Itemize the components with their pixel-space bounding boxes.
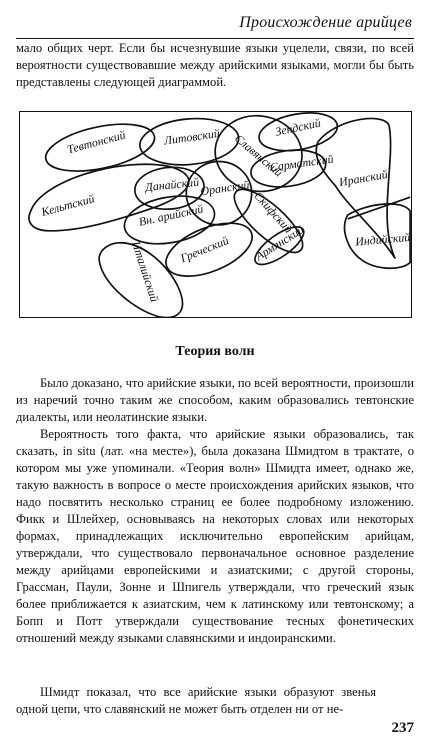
- label-indian: Индийский: [354, 229, 411, 249]
- line-iranian-indian: [348, 197, 410, 219]
- label-greek: Греческий: [178, 233, 231, 266]
- label-scythian: Скифский: [251, 188, 296, 236]
- label-avestan: Зендский: [274, 115, 322, 139]
- label-teutonic: Тевтонский: [65, 127, 127, 157]
- header-rule: [16, 38, 414, 39]
- diagram-svg: [20, 112, 411, 317]
- paragraph-2: Вероятность того факта, что арийские языки образовались, так сказать, in situ (лат. «на месте»), была доказана Шмидтом в трактате, о котором мы уже упоминали. «Теория волн» Шмидта имеет, однако же, такую важность в вопросе о месте происхождения арийских языков, что надо посвятить несколько страниц ее более подробному изложению. Фикк и Шлейхер, основываясь на некоторых словах или некоторых формах, принадлежащих исключительно европейским арийцам, утверждали, что существовало первоначальное основное разделение между арийцами европейскими и азиатскими; с другой стороны, Грассман, Паули, Зонне и Шпигель утверждали, что греческий язык более приближается к азиатским, чем к латинскому или тевтонскому; а Бопп и Потт утверждали существование тесных фонетических отношений между языками славянскими и индоиранскими.: [16, 427, 414, 645]
- label-slavic: Славянский: [231, 131, 286, 180]
- paragraph-1: Было доказано, что арийские языки, по всей вероятности, произошли из наречий точно таким же способом, каким образовались тевтонские диалекты, или неолатинские языки.: [16, 376, 414, 424]
- label-danubian: Данайский: [144, 174, 200, 195]
- label-armenian: Армянский: [252, 222, 307, 264]
- label-italic: Италийский: [128, 239, 162, 304]
- label-oranic: Оранский: [199, 177, 251, 199]
- label-iranian: Иранский: [337, 166, 389, 190]
- page-number: 237: [391, 720, 414, 736]
- label-hellenic-arian: Вн. арийский: [137, 201, 205, 229]
- running-title: Происхождение арийцев: [239, 14, 412, 31]
- intro-paragraph: мало общих черт. Если бы исчезнувшие языки уцелели, связи, по всей вероятности существовавшие между арийскими языками, могли бы быть представлены следующей диаграммой.: [16, 41, 414, 89]
- label-celtic: Кельтский: [39, 191, 96, 219]
- label-lithuanian: Литовский: [162, 125, 221, 148]
- language-diagram: [19, 111, 412, 318]
- paragraph-3: Шмидт показал, что все арийские языки образуют звенья одной цепи, что славянский не может быть отделен ни от не-: [16, 685, 376, 716]
- running-head: [0, 0, 430, 44]
- section-heading: Теория волн: [175, 344, 255, 359]
- label-sarmatian: Сарматский: [268, 151, 335, 175]
